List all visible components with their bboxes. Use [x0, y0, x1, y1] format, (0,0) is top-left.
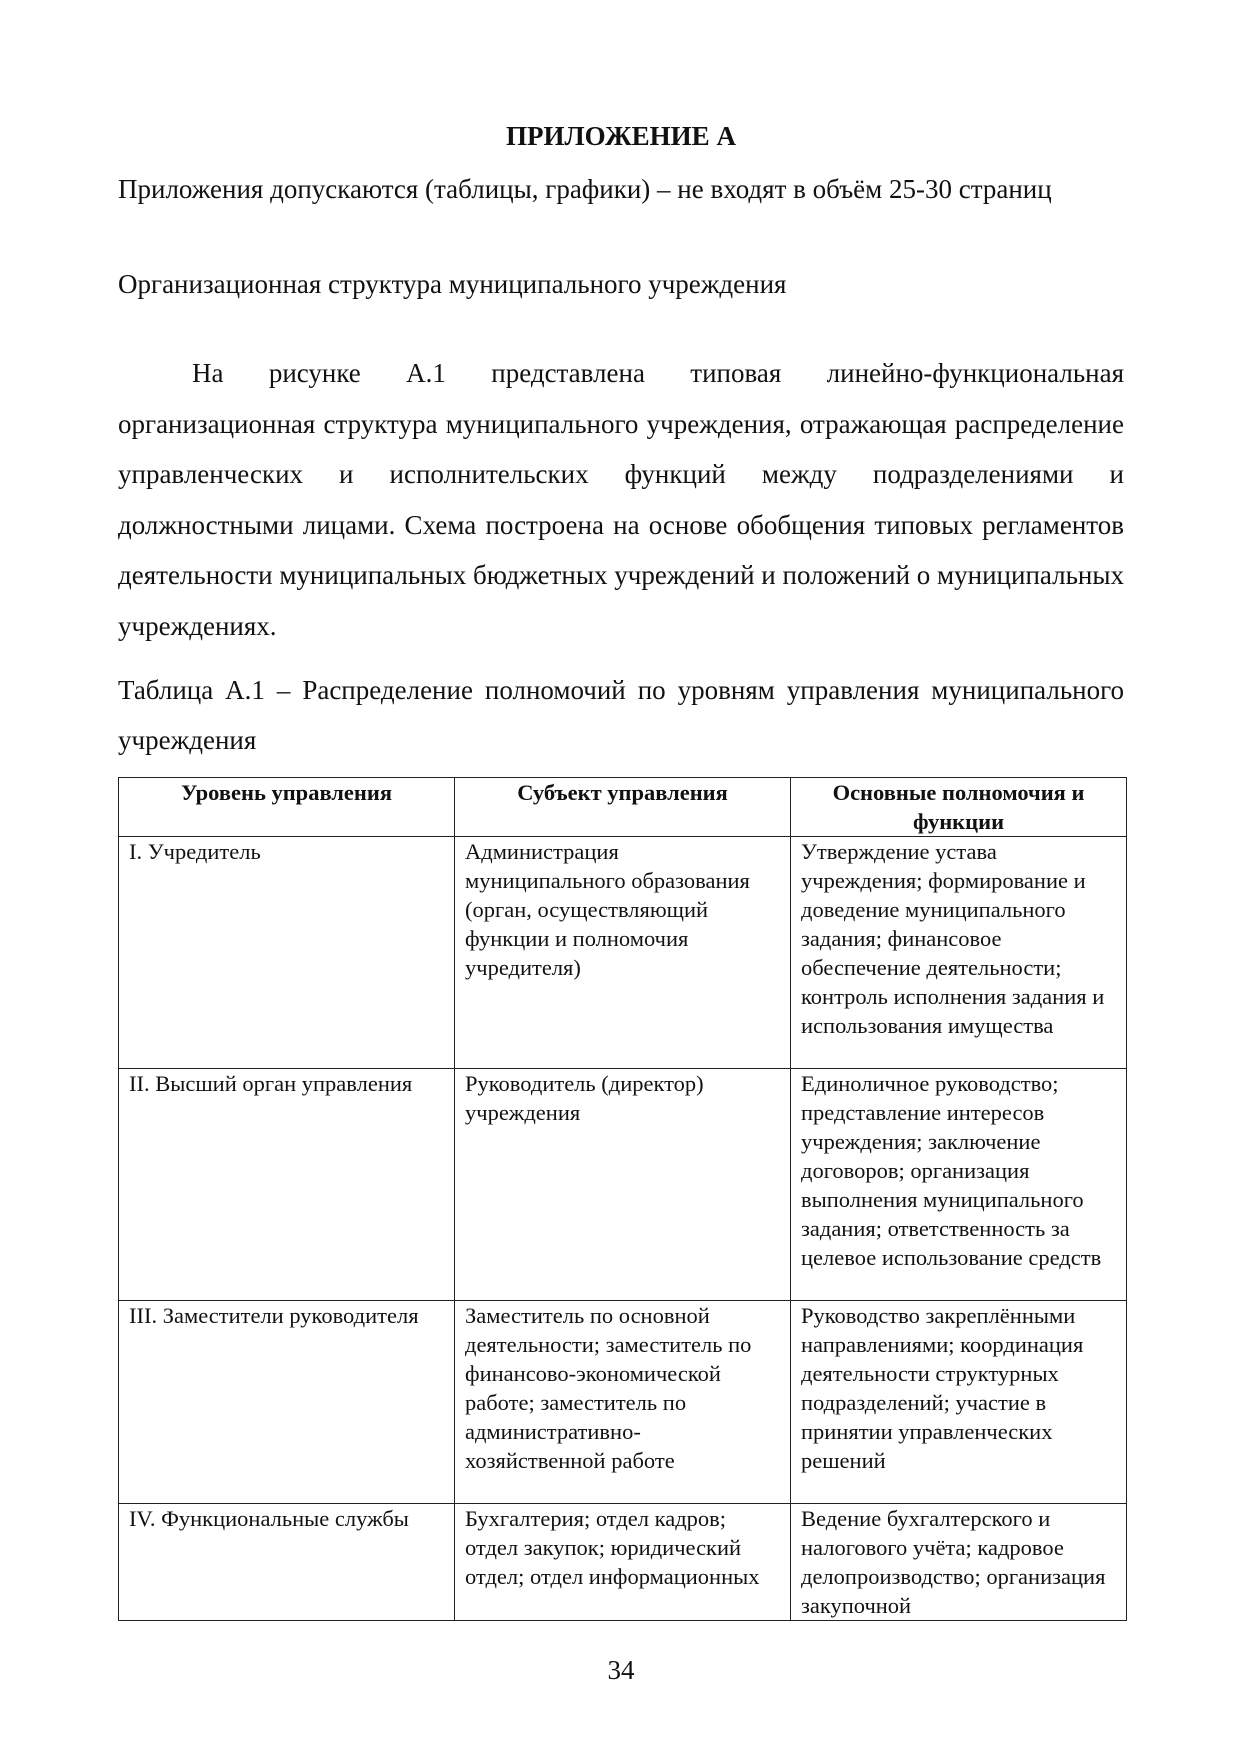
authority-table	[118, 777, 1127, 1621]
table-caption: Таблица А.1 – Распределение полномочий по уровням управления муниципального учреждения	[118, 675, 1124, 755]
appendix-subtitle: Организационная структура муниципального учреждения	[118, 269, 787, 299]
cell-subject: Заместитель по основной деятельности; заместитель по финансово-экономической работе; заместитель по административно-хозяйственной работе	[455, 1301, 791, 1504]
table-row	[119, 1301, 1127, 1504]
cell-subject: Руководитель (директор) учреждения	[455, 1069, 791, 1301]
header-functions: Основные полномочия и функции	[791, 778, 1127, 837]
header-subject: Субъект управления	[455, 778, 791, 837]
cell-level: III. Заместители руководителя	[119, 1301, 455, 1504]
table-header-row	[119, 778, 1127, 837]
appendix-heading: ПРИЛОЖЕНИЕ А	[506, 121, 736, 151]
cell-subject: Администрация муниципального образования (орган, осуществляющий функции и полномочия учредителя)	[455, 837, 791, 1069]
cell-functions: Руководство закреплёнными направлениями; координация деятельности структурных подразделений; участие в принятии управленческих решений	[791, 1301, 1127, 1504]
page-number: 34	[607, 1655, 635, 1685]
appendix-note: Приложения допускаются (таблицы, графики) – не входят в объём 25-30 страниц	[118, 174, 1052, 204]
cell-subject: Бухгалтерия; отдел кадров; отдел закупок; юридический отдел; отдел информационных	[455, 1504, 791, 1621]
body-paragraph: На рисунке А.1 представлена типовая линейно-функциональная организационная структура муниципального учреждения, отражающая распределение управленческих и исполнительских функций между подразделениями и должностными лицами. Схема построена на основе обобщения типовых регламентов деятельности муниципальных бюджетных учреждений и положений о муниципальных учреждениях.	[118, 358, 1124, 641]
cell-level: II. Высший орган управления	[119, 1069, 455, 1301]
cell-functions: Ведение бухгалтерского и налогового учёта; кадровое делопроизводство; организация закупочной	[791, 1504, 1127, 1621]
cell-functions: Единоличное руководство; представление интересов учреждения; заключение договоров; организация выполнения муниципального задания; ответственность за целевое использование средств	[791, 1069, 1127, 1301]
header-level: Уровень управления	[119, 778, 455, 837]
cell-level: I. Учредитель	[119, 837, 455, 1069]
cell-level: IV. Функциональные службы	[119, 1504, 455, 1621]
table-row	[119, 1069, 1127, 1301]
table-row	[119, 837, 1127, 1069]
cell-functions: Утверждение устава учреждения; формирование и доведение муниципального задания; финансовое обеспечение деятельности; контроль исполнения задания и использования имущества	[791, 837, 1127, 1069]
table-row	[119, 1504, 1127, 1621]
